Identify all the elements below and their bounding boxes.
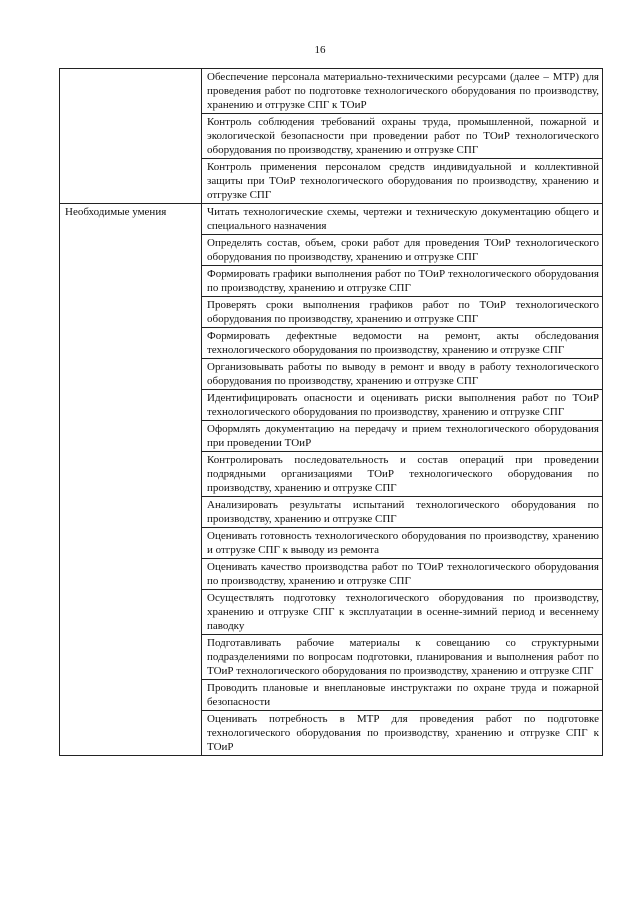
requirements-table-body — [60, 69, 603, 756]
table-cell: Определять состав, объем, сроки работ для проведения ТОиР технологического оборудования по производству, хранению и отгрузке СПГ — [202, 235, 603, 266]
table-cell: Контролировать последовательность и состав операций при проведении подрядными организациями ТОиР технологического оборудования по производству, хранению и отгрузке СПГ — [202, 452, 603, 497]
table-cell: Осуществлять подготовку технологического оборудования по производству, хранению и отгрузке СПГ к эксплуатации в осенне-зимний период и весеннему паводку — [202, 590, 603, 635]
table-cell: Формировать графики выполнения работ по ТОиР технологического оборудования по производству, хранению и отгрузке СПГ — [202, 266, 603, 297]
table-cell: Организовывать работы по выводу в ремонт и вводу в работу технологического оборудования по производству, хранению и отгрузке СПГ — [202, 359, 603, 390]
requirements-table — [59, 68, 603, 756]
table-cell: Оформлять документацию на передачу и прием технологического оборудования при проведении ТОиР — [202, 421, 603, 452]
continued-label-cell — [60, 69, 202, 204]
table-cell: Оценивать качество производства работ по ТОиР технологического оборудования по производству, хранению и отгрузке СПГ — [202, 559, 603, 590]
table-cell: Контроль соблюдения требований охраны труда, промышленной, пожарной и экологической безопасности при проведении работ по ТОиР технологического оборудования по производству, хранению и отгрузке СПГ — [202, 114, 603, 159]
table-cell: Оценивать готовность технологического оборудования по производству, хранению и отгрузке СПГ к выводу из ремонта — [202, 528, 603, 559]
table-cell: Идентифицировать опасности и оценивать риски выполнения работ по ТОиР технологического оборудования по производству, хранению и отгрузке СПГ — [202, 390, 603, 421]
table-row — [60, 204, 603, 235]
table-cell: Обеспечение персонала материально-техническими ресурсами (далее – МТР) для проведения работ по подготовке технологического оборудования по производству, хранению и отгрузке СПГ к ТОиР — [202, 69, 603, 114]
table-row — [60, 69, 603, 114]
table-cell: Формировать дефектные ведомости на ремонт, акты обследования технологического оборудования по производству, хранению и отгрузке СПГ — [202, 328, 603, 359]
table-cell: Проводить плановые и внеплановые инструктажи по охране труда и пожарной безопасности — [202, 680, 603, 711]
page-number: 16 — [314, 44, 326, 56]
table-cell: Контроль применения персоналом средств индивидуальной и коллективной защиты при ТОиР технологического оборудования по производству, хранению и отгрузке СПГ — [202, 159, 603, 204]
table-cell: Оценивать потребность в МТР для проведения работ по подготовке технологического оборудования по производству, хранению и отгрузке СПГ к ТОиР — [202, 711, 603, 756]
table-cell: Анализировать результаты испытаний технологического оборудования по производству, хранению и отгрузке СПГ — [202, 497, 603, 528]
skills-label-cell: Необходимые умения — [60, 204, 202, 756]
table-cell: Читать технологические схемы, чертежи и техническую документацию общего и специального назначения — [202, 204, 603, 235]
table-cell: Проверять сроки выполнения графиков работ по ТОиР технологического оборудования по производству, хранению и отгрузке СПГ — [202, 297, 603, 328]
table-cell: Подготавливать рабочие материалы к совещанию со структурными подразделениями по вопросам подготовки, планирования и выполнения работ по ТОиР технологического оборудования по производству, хранению и отгрузке СПГ — [202, 635, 603, 680]
